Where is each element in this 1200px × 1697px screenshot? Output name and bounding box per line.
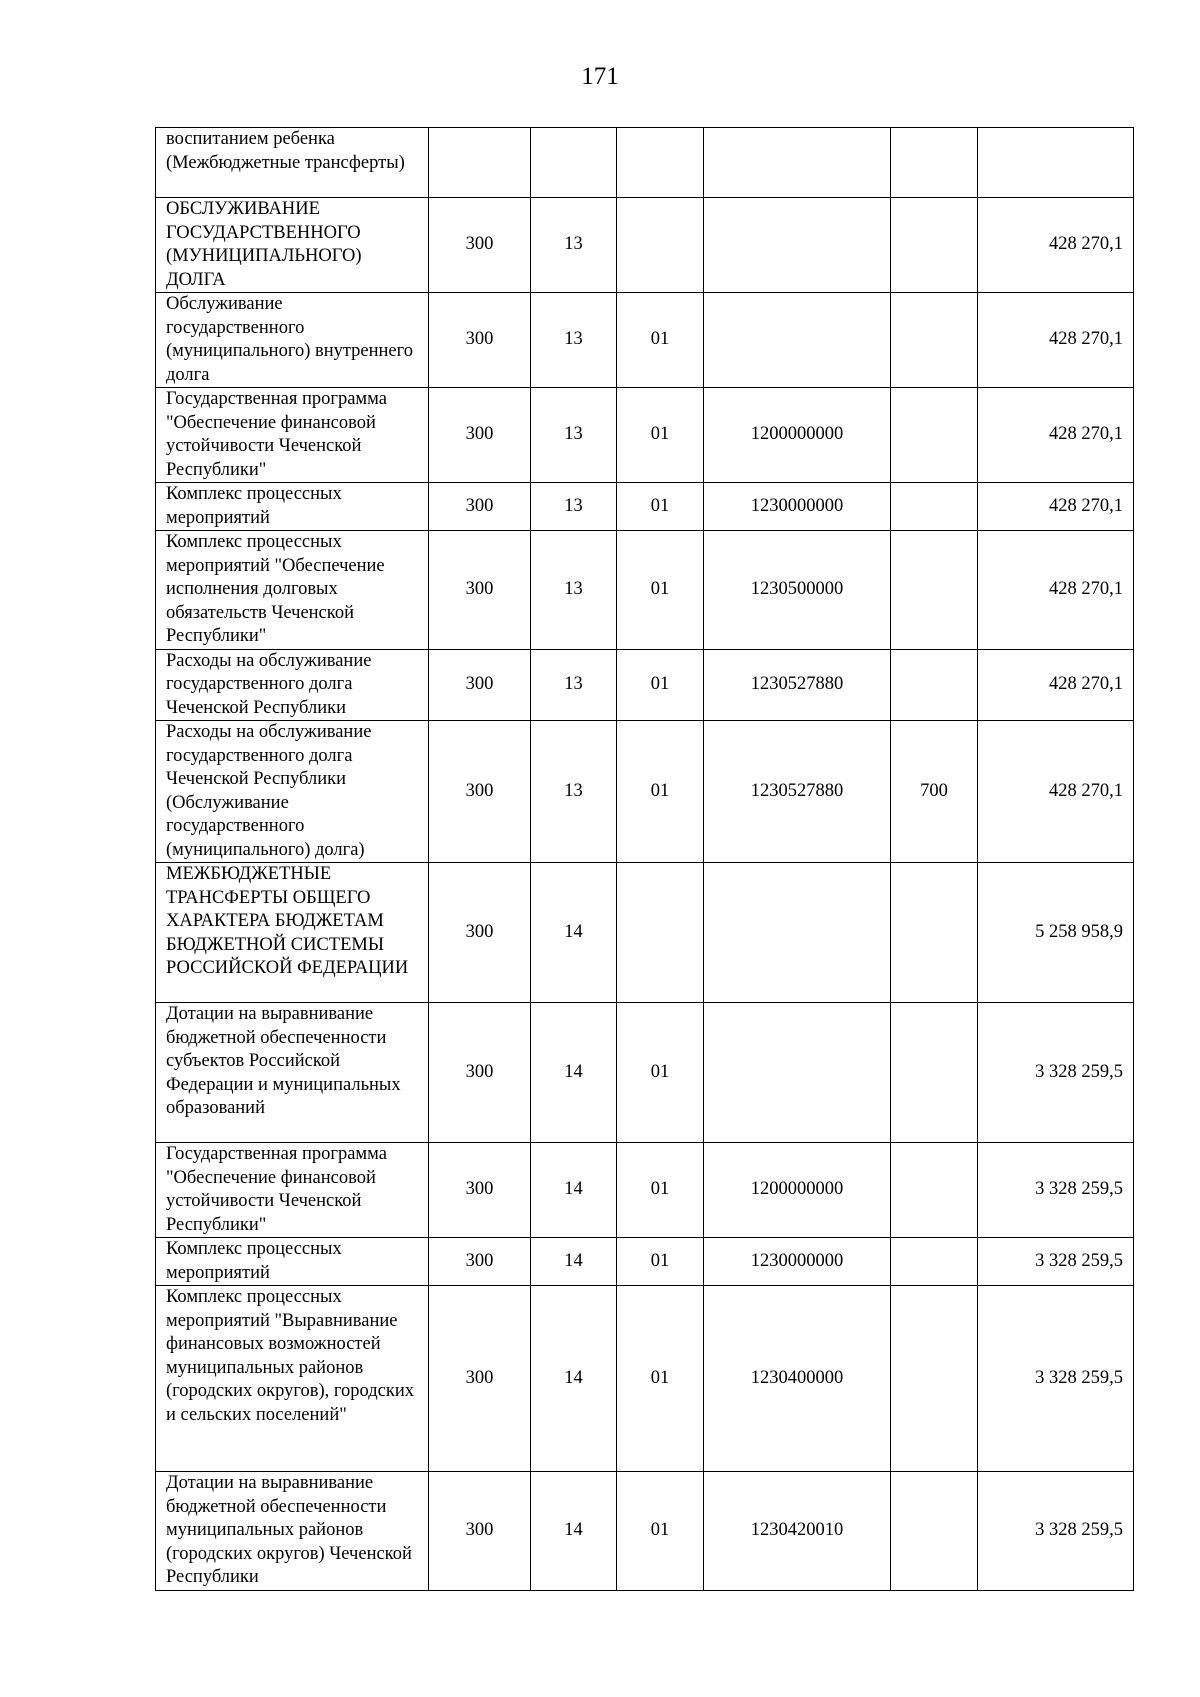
row-name: Комплекс процессных мероприятий <box>156 483 429 531</box>
row-expense-type <box>891 649 978 721</box>
row-name: Расходы на обслуживание государственного долга Чеченской Республики <box>156 649 429 721</box>
row-ministry-code: 300 <box>429 531 531 650</box>
row-section-code: 13 <box>531 649 617 721</box>
row-section-code: 14 <box>531 1238 617 1286</box>
table-row <box>156 293 1134 388</box>
row-name: Обслуживание государственного (муниципального) внутреннего долга <box>156 293 429 388</box>
row-target-code: 1200000000 <box>704 388 891 483</box>
row-subsection-code <box>617 128 704 198</box>
row-expense-type <box>891 388 978 483</box>
row-ministry-code <box>429 128 531 198</box>
row-section-code: 14 <box>531 1143 617 1238</box>
row-expense-type <box>891 531 978 650</box>
table-row <box>156 1286 1134 1472</box>
row-section-code: 14 <box>531 1003 617 1143</box>
row-expense-type <box>891 1143 978 1238</box>
table-row <box>156 531 1134 650</box>
row-subsection-code <box>617 863 704 1003</box>
row-target-code: 1230000000 <box>704 1238 891 1286</box>
row-ministry-code: 300 <box>429 863 531 1003</box>
row-target-code: 1230500000 <box>704 531 891 650</box>
row-expense-type <box>891 483 978 531</box>
table-row <box>156 128 1134 198</box>
table-row <box>156 1003 1134 1143</box>
row-section-code: 14 <box>531 1472 617 1591</box>
row-name: Комплекс процессных мероприятий "Выравнивание финансовых возможностей муниципальных районов (городских округов), городских и сельских поселений" <box>156 1286 429 1472</box>
row-name: Государственная программа "Обеспечение финансовой устойчивости Чеченской Республики" <box>156 1143 429 1238</box>
row-section-code: 13 <box>531 483 617 531</box>
row-target-code <box>704 198 891 293</box>
row-target-code: 1230000000 <box>704 483 891 531</box>
row-expense-type <box>891 1472 978 1591</box>
row-subsection-code: 01 <box>617 388 704 483</box>
row-name: ОБСЛУЖИВАНИЕ ГОСУДАРСТВЕННОГО (МУНИЦИПАЛЬНОГО) ДОЛГА <box>156 198 429 293</box>
row-amount: 3 328 259,5 <box>978 1238 1134 1286</box>
row-amount: 3 328 259,5 <box>978 1143 1134 1238</box>
row-target-code <box>704 863 891 1003</box>
row-amount: 3 328 259,5 <box>978 1472 1134 1591</box>
row-target-code: 1230400000 <box>704 1286 891 1472</box>
row-subsection-code: 01 <box>617 1286 704 1472</box>
row-name: Государственная программа "Обеспечение финансовой устойчивости Чеченской Республики" <box>156 388 429 483</box>
row-ministry-code: 300 <box>429 1003 531 1143</box>
table-row <box>156 863 1134 1003</box>
row-name: Дотации на выравнивание бюджетной обеспеченности субъектов Российской Федерации и муниципальных образований <box>156 1003 429 1143</box>
row-name: Расходы на обслуживание государственного долга Чеченской Республики (Обслуживание государственного (муниципального) долга) <box>156 721 429 863</box>
row-target-code: 1230420010 <box>704 1472 891 1591</box>
row-expense-type <box>891 293 978 388</box>
row-amount: 428 270,1 <box>978 198 1134 293</box>
row-ministry-code: 300 <box>429 388 531 483</box>
row-target-code <box>704 293 891 388</box>
table-row <box>156 1472 1134 1591</box>
row-amount: 3 328 259,5 <box>978 1003 1134 1143</box>
row-ministry-code: 300 <box>429 293 531 388</box>
budget-table <box>155 127 1134 1591</box>
row-name: Дотации на выравнивание бюджетной обеспеченности муниципальных районов (городских округов) Чеченской Республики <box>156 1472 429 1591</box>
row-subsection-code: 01 <box>617 1143 704 1238</box>
row-amount: 428 270,1 <box>978 721 1134 863</box>
table-row <box>156 649 1134 721</box>
table-row <box>156 1238 1134 1286</box>
budget-table-body <box>156 128 1134 1591</box>
page-number: 171 <box>581 63 619 90</box>
table-row <box>156 388 1134 483</box>
table-row <box>156 1143 1134 1238</box>
row-subsection-code: 01 <box>617 1003 704 1143</box>
row-ministry-code: 300 <box>429 1472 531 1591</box>
row-target-code: 1200000000 <box>704 1143 891 1238</box>
row-ministry-code: 300 <box>429 1143 531 1238</box>
row-ministry-code: 300 <box>429 721 531 863</box>
row-subsection-code: 01 <box>617 1238 704 1286</box>
row-section-code: 14 <box>531 1286 617 1472</box>
row-expense-type <box>891 1003 978 1143</box>
row-subsection-code: 01 <box>617 531 704 650</box>
row-name: воспитанием ребенка (Межбюджетные трансферты) <box>156 128 429 198</box>
row-expense-type <box>891 198 978 293</box>
row-name: Комплекс процессных мероприятий <box>156 1238 429 1286</box>
row-expense-type <box>891 128 978 198</box>
row-section-code: 14 <box>531 863 617 1003</box>
row-amount: 5 258 958,9 <box>978 863 1134 1003</box>
row-expense-type <box>891 1286 978 1472</box>
row-subsection-code <box>617 198 704 293</box>
row-target-code: 1230527880 <box>704 721 891 863</box>
row-amount: 428 270,1 <box>978 649 1134 721</box>
row-ministry-code: 300 <box>429 198 531 293</box>
table-row <box>156 198 1134 293</box>
row-subsection-code: 01 <box>617 649 704 721</box>
row-expense-type <box>891 863 978 1003</box>
row-amount: 428 270,1 <box>978 388 1134 483</box>
row-subsection-code: 01 <box>617 721 704 863</box>
row-target-code <box>704 1003 891 1143</box>
row-section-code: 13 <box>531 198 617 293</box>
row-name: Комплекс процессных мероприятий "Обеспечение исполнения долговых обязательств Чеченской Республики" <box>156 531 429 650</box>
row-subsection-code: 01 <box>617 1472 704 1591</box>
row-subsection-code: 01 <box>617 483 704 531</box>
row-section-code: 13 <box>531 721 617 863</box>
row-amount: 428 270,1 <box>978 483 1134 531</box>
row-name: МЕЖБЮДЖЕТНЫЕ ТРАНСФЕРТЫ ОБЩЕГО ХАРАКТЕРА БЮДЖЕТАМ БЮДЖЕТНОЙ СИСТЕМЫ РОССИЙСКОЙ ФЕДЕРАЦИИ <box>156 863 429 1003</box>
table-row <box>156 721 1134 863</box>
row-amount <box>978 128 1134 198</box>
row-section-code: 13 <box>531 293 617 388</box>
table-row <box>156 483 1134 531</box>
row-ministry-code: 300 <box>429 1286 531 1472</box>
row-ministry-code: 300 <box>429 483 531 531</box>
row-ministry-code: 300 <box>429 1238 531 1286</box>
row-section-code <box>531 128 617 198</box>
row-target-code: 1230527880 <box>704 649 891 721</box>
row-ministry-code: 300 <box>429 649 531 721</box>
row-target-code <box>704 128 891 198</box>
row-section-code: 13 <box>531 531 617 650</box>
row-amount: 3 328 259,5 <box>978 1286 1134 1472</box>
row-subsection-code: 01 <box>617 293 704 388</box>
row-amount: 428 270,1 <box>978 531 1134 650</box>
row-expense-type <box>891 1238 978 1286</box>
row-amount: 428 270,1 <box>978 293 1134 388</box>
row-expense-type: 700 <box>891 721 978 863</box>
row-section-code: 13 <box>531 388 617 483</box>
